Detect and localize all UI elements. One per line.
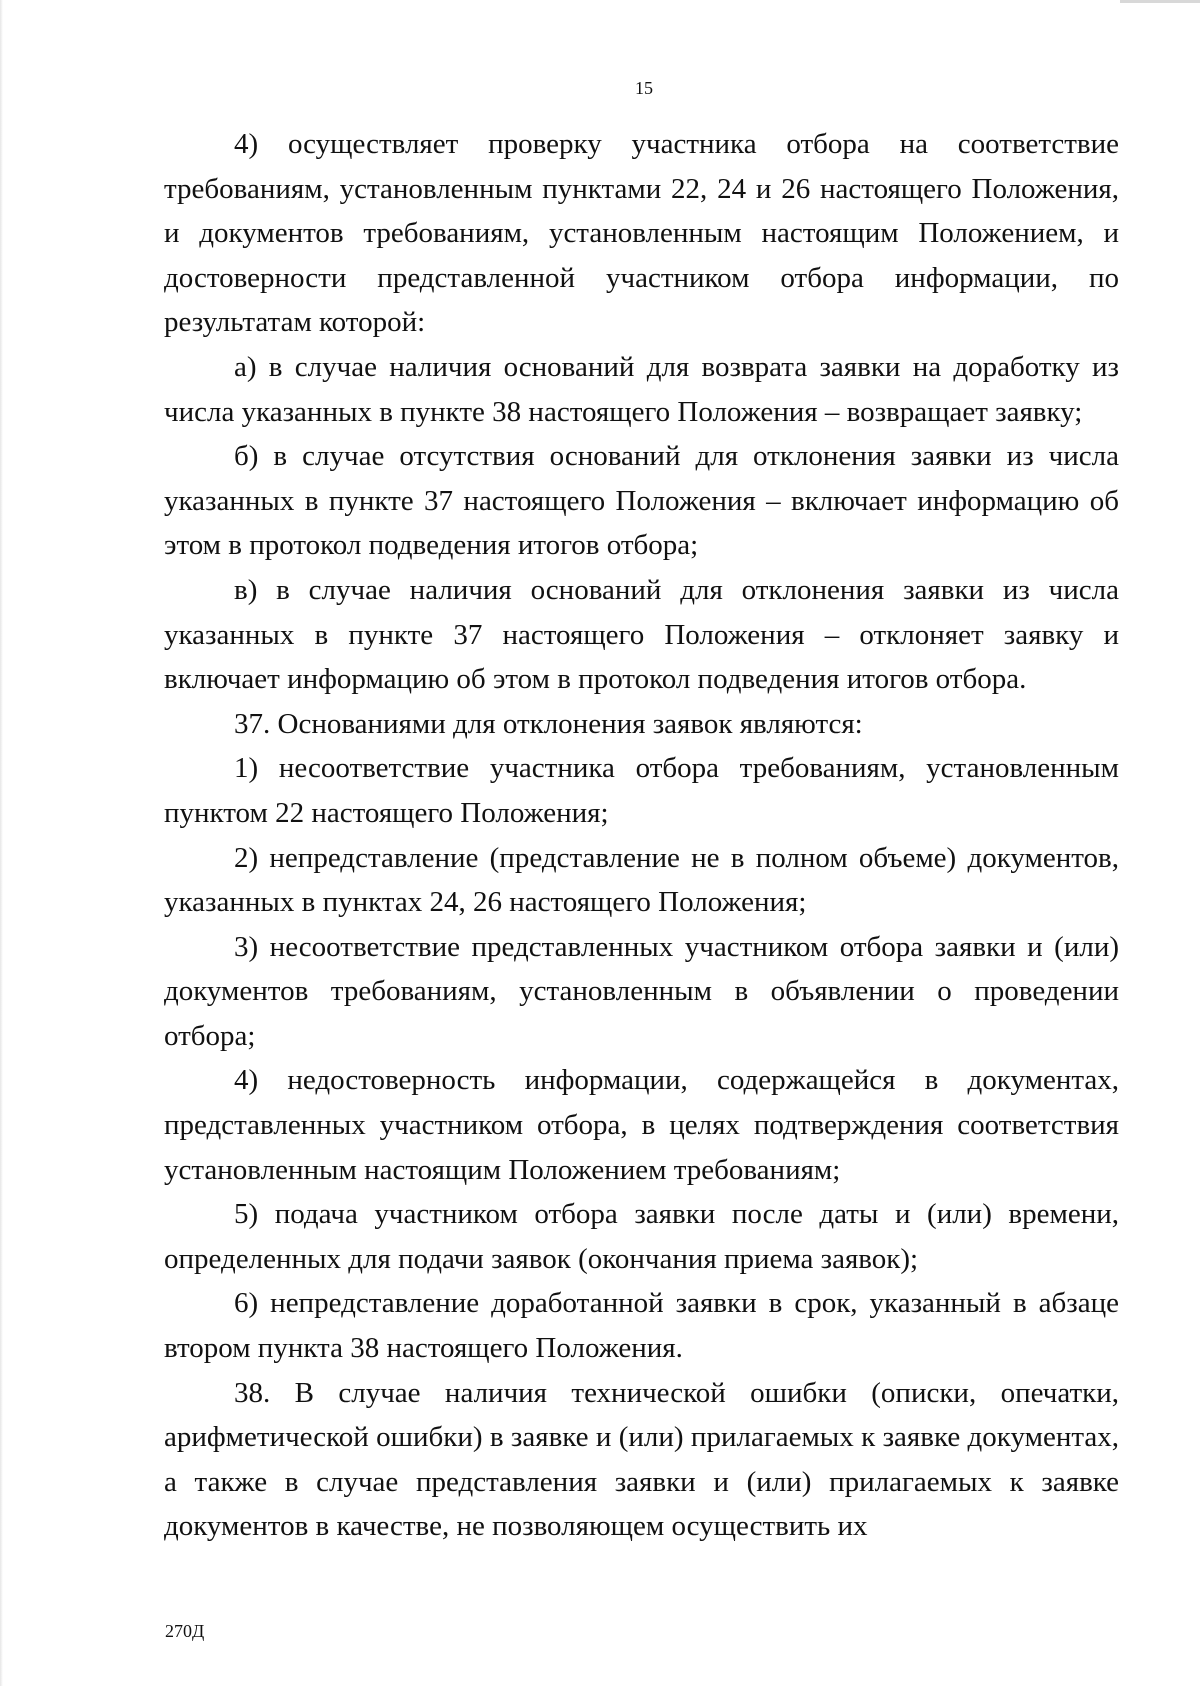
paragraph-ground-3: 3) несоответствие представленных участником отбора заявки и (или) документов требованиям, установленным в объявлении о проведении отбора; xyxy=(164,930,1119,1052)
paragraph-ground-4: 4) недостоверность информации, содержащейся в документах, представленных участником отбора, в целях подтверждения соответствия установленным настоящим Положением требованиям; xyxy=(164,1064,1119,1186)
paragraph-clause-38: 38. В случае наличия технической ошибки (описки, опечатки, арифметической ошибки) в заявке и (или) прилагаемых к заявке документах, а также в случае представления заявки и (или) прилагаемых к заявке документов в качестве, не позволяющем осуществить их xyxy=(164,1376,1119,1543)
paragraph-ground-1: 1) несоответствие участника отбора требованиям, установленным пунктом 22 настоящего Положения; xyxy=(164,752,1119,829)
paragraph-clause-37: 37. Основаниями для отклонения заявок являются: xyxy=(234,707,863,740)
paragraph-ground-6: 6) непредставление доработанной заявки в срок, указанный в абзаце втором пункта 38 настоящего Положения. xyxy=(164,1287,1119,1365)
document-code: 270Д xyxy=(165,1621,205,1641)
document-body xyxy=(164,122,1119,1549)
paragraph-subitem-b: б) в случае отсутствия оснований для отклонения заявки из числа указанных в пункте 37 настоящего Положения – включает информацию об этом в протокол подведения итогов отбора; xyxy=(164,440,1119,562)
scan-edge xyxy=(0,0,3,1686)
scan-edge-top xyxy=(1120,0,1200,3)
paragraph-ground-2: 2) непредставление (представление не в полном объеме) документов, указанных в пунктах 24, 26 настоящего Положения; xyxy=(164,841,1119,919)
paragraph-ground-5: 5) подача участником отбора заявки после даты и (или) времени, определенных для подачи заявок (окончания приема заявок); xyxy=(164,1198,1119,1275)
page-number: 15 xyxy=(635,78,653,98)
paragraph-item-4: 4) осуществляет проверку участника отбора на соответствие требованиям, установленным пунктами 22, 24 и 26 настоящего Положения, и документов требованиям, установленным настоящим Положением, и достоверности представленной участником отбора информации, по результатам которой: xyxy=(164,128,1119,339)
paragraph-subitem-a: а) в случае наличия оснований для возврата заявки на доработку из числа указанных в пункте 38 настоящего Положения – возвращает заявку; xyxy=(164,350,1119,428)
paragraph-subitem-v: в) в случае наличия оснований для отклонения заявки из числа указанных в пункте 37 настоящего Положения – отклоняет заявку и включает информацию об этом в протокол подведения итогов отбора. xyxy=(164,573,1119,696)
